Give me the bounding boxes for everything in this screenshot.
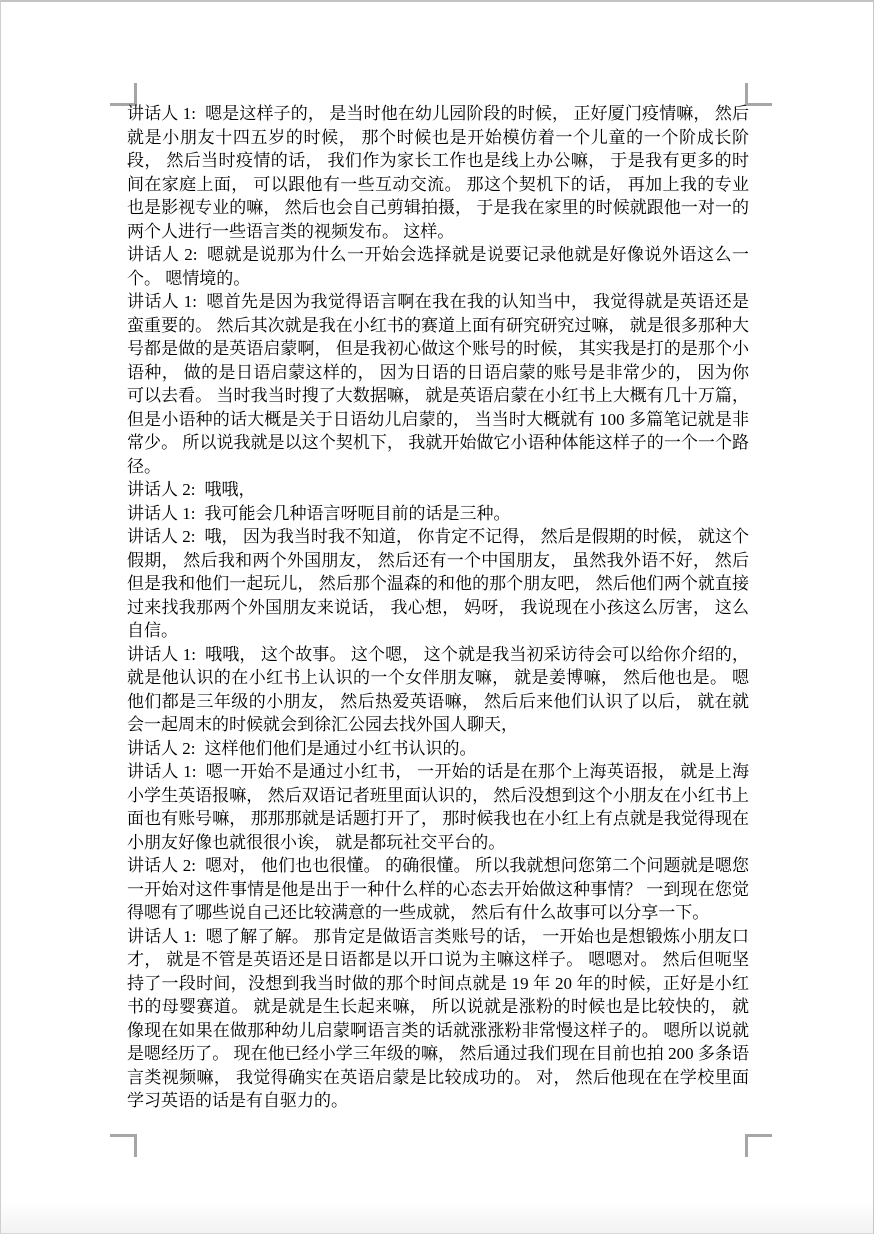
speaker-label: 讲话人 2: — [127, 480, 196, 499]
utterance-text: 哦哦， 这个故事。 这个嗯， 这个就是我当初采访待会可以给你介绍的， 就是他认识的在小红书上认识的一个女伴朋友嘛， 就是姜博嘛， 然后他也是。 嗯他们都是三年级的小朋友， 然后热爱英语嘛， 然后后来他们认识了以后， 就在就会一起周末的时候就会到徐汇公园去找外国人聊天， — [127, 644, 749, 734]
transcript-paragraph — [127, 925, 749, 1113]
speaker-label: 讲话人 1: — [127, 762, 197, 781]
speaker-label: 讲话人 2: — [127, 245, 198, 264]
transcript-paragraph — [127, 854, 749, 925]
utterance-text: 哦， 因为我当时我不知道， 你肯定不记得， 然后是假期的时候， 就这个假期， 然后我和两个外国朋友， 然后还有一个中国朋友， 虽然我外语不好， 然后但是我和他们一起玩儿， 然后那个温森的和他的那个朋友吧， 然后他们两个就直接过来找我那两个外国朋友来说话， 我心想， 妈呀， 我说现在小孩这么厉害， 这么自信。 — [127, 527, 749, 640]
speaker-label: 讲话人 1: — [127, 503, 196, 523]
speaker-label: 讲话人 2: — [127, 856, 196, 875]
crop-mark-top-right-icon — [745, 83, 772, 106]
transcript-paragraph — [127, 290, 749, 478]
utterance-text: 嗯就是说那为什么一开始会选择就是说要记录他就是好像说外语这么一个。 嗯情境的。 — [127, 245, 749, 288]
speaker-label: 讲话人 1: — [127, 644, 196, 664]
transcript-paragraph — [127, 760, 749, 854]
transcript — [127, 102, 749, 1113]
transcript-paragraph — [127, 643, 749, 737]
utterance-text: 嗯了解了解。 那肯定是做语言类账号的话， 一开始也是想锻炼小朋友口才， 就是不管是英语还是日语都是以开口说为主嘛这样子。 嗯嗯对。 然后但呃坚持了一段时间，没想到我当时做的那个时间点就是 19 年 20 年的时候，正好是小红书的母婴赛道。 就是就是生长起来嘛， 所以说就是涨粉的时候也是比较快的， 就像现在如果在做那种幼儿启蒙啊语言类的话就涨涨粉非常慢这样子的。 嗯所以说就是嗯经历了。 现在他已经小学三年级的嘛， 然后通过我们现在目前也拍 200 多条语言类视频嘛， 我觉得确实在英语启蒙是比较成功的。 对， 然后他现在在学校里面学习英语的话是有自驱力的。 — [127, 926, 749, 1110]
utterance-text: 我可能会几种语言呀呃目前的话是三种。 — [204, 503, 511, 523]
utterance-text: 嗯对， 他们也也很懂。 的确很懂。 所以我就想问您第二个问题就是嗯您一开始对这件事情是他是出于一种什么样的心态去开始做这种事情？ 一到现在您觉得嗯有了哪些说自己还比较满意的一些成就， 然后有什么故事可以分享一下。 — [127, 856, 749, 922]
crop-mark-bottom-right-icon — [745, 1134, 772, 1157]
utterance-text: 嗯是这样子的， 是当时他在幼儿园阶段的时候， 正好厦门疫情嘛， 然后就是小朋友十四五岁的时候， 那个时候也是开始模仿着一个儿童的一个阶成长阶段， 然后当时疫情的话， 我们作为家长工作也是线上办公嘛， 于是我有更多的时间在家庭上面， 可以跟他有一些互动交流。 那这个契机下的话， 再加上我的专业也是影视专业的嘛， 然后也会自己剪辑拍摄， 于是我在家里的时候就跟他一对一的两个人进行一些语言类的视频发布。 这样。 — [127, 104, 749, 241]
page-bottom-shadow — [1, 1201, 873, 1233]
transcript-paragraph — [127, 737, 749, 761]
utterance-text: 嗯一开始不是通过小红书， 一开始的话是在那个上海英语报， 就是上海小学生英语报嘛， 然后双语记者班里面认识的， 然后没想到这个小朋友在小红书上面也有账号嘛， 那那那就是话题打开了， 那时候我也在小红上有点就是我觉得现在小朋友好像也就很很小诶， 就是都玩社交平台的。 — [127, 762, 749, 852]
utterance-text: 这样他们他们是通过小红书认识的。 — [204, 738, 477, 758]
transcript-paragraph — [127, 525, 749, 643]
transcript-paragraph — [127, 478, 749, 502]
speaker-label: 讲话人 1: — [127, 926, 197, 946]
utterance-text: 哦哦， — [204, 480, 256, 499]
crop-mark-bottom-left-icon — [110, 1134, 137, 1157]
speaker-label: 讲话人 2: — [127, 738, 196, 758]
utterance-text: 嗯首先是因为我觉得语言啊在我在我的认知当中， 我觉得就是英语还是蛮重要的。 然后其次就是我在小红书的赛道上面有研究研究过嘛， 就是很多那种大号都是做的是英语启蒙啊， 但是我初心做这个账号的时候， 其实我是打的是那个小语种， 做的是日语启蒙这样的， 因为日语的日语启蒙的账号是非常少的， 因为你可以去看。 当时我当时搜了大数据嘛， 就是英语启蒙在小红书上大概有几十万篇， 但是小语种的话大概是关于日语幼儿启蒙的， 当当时大概就有 100 多篇笔记就是非常少。 所以说我就是以这个契机下， 我就开始做它小语种体能这样子的一个一个路径。 — [127, 292, 749, 476]
transcript-paragraph — [127, 102, 749, 243]
speaker-label: 讲话人 1: — [127, 292, 197, 311]
transcript-paragraph — [127, 502, 749, 526]
transcript-paragraph — [127, 243, 749, 290]
speaker-label: 讲话人 1: — [127, 104, 196, 123]
speaker-label: 讲话人 2: — [127, 527, 196, 546]
